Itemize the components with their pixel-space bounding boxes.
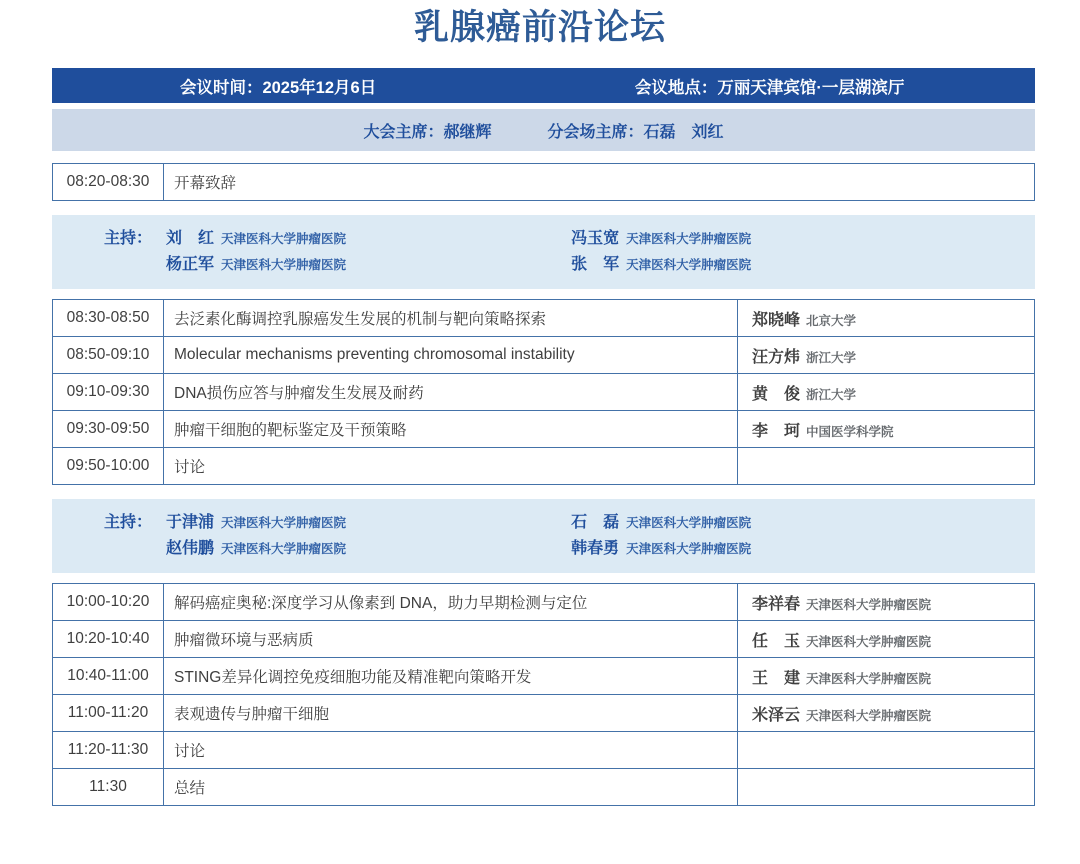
row-topic: 讨论 — [164, 448, 738, 485]
row-speaker — [738, 621, 1035, 658]
host-name: 于津浦 — [166, 514, 215, 531]
host-affiliation: 天津医科大学肿瘤医院 — [626, 258, 752, 272]
row-topic: 肿瘤干细胞的靶标鉴定及干预策略 — [164, 411, 738, 448]
speaker-affiliation: 天津医科大学肿瘤医院 — [806, 597, 932, 612]
table-row — [53, 621, 1035, 658]
row-topic: 总结 — [164, 769, 738, 806]
host-name: 赵伟鹏 — [166, 540, 215, 557]
host-name: 冯玉宽 — [571, 230, 620, 247]
host-label: 主持： — [104, 514, 153, 531]
speaker-affiliation: 浙江大学 — [806, 350, 857, 365]
host-affiliation: 天津医科大学肿瘤医院 — [626, 516, 752, 530]
row-time: 10:40-11:00 — [53, 658, 164, 695]
speaker-affiliation: 天津医科大学肿瘤医院 — [806, 708, 932, 723]
row-time: 09:50-10:00 — [53, 448, 164, 485]
row-topic: 开幕致辞 — [164, 164, 1035, 201]
row-speaker — [738, 584, 1035, 621]
session-chair: 分会场主席：石磊 刘红 — [547, 123, 724, 141]
row-time: 08:30-08:50 — [53, 300, 164, 337]
row-topic: DNA损伤应答与肿瘤发生发展及耐药 — [164, 374, 738, 411]
meeting-place: 会议地点：万丽天津宾馆·一层湖滨厅 — [634, 78, 905, 97]
row-time: 09:30-09:50 — [53, 411, 164, 448]
row-time: 11:30 — [53, 769, 164, 806]
host-label: 主持： — [104, 230, 153, 247]
row-speaker — [738, 448, 1035, 485]
host-affiliation: 天津医科大学肿瘤医院 — [221, 542, 347, 556]
row-topic: 表观遗传与肿瘤干细胞 — [164, 695, 738, 732]
table-row — [53, 584, 1035, 621]
row-topic: Molecular mechanisms preventing chromosomal instability — [164, 337, 738, 374]
row-time: 10:00-10:20 — [53, 584, 164, 621]
meeting-info-band — [52, 68, 1035, 103]
speaker-name: 任 玉 — [752, 632, 801, 650]
row-speaker — [738, 732, 1035, 769]
row-topic: STING差异化调控免疫细胞功能及精准靶向策略开发 — [164, 658, 738, 695]
row-time: 11:00-11:20 — [53, 695, 164, 732]
host-entry — [571, 225, 1035, 251]
row-speaker — [738, 300, 1035, 337]
host-column-right — [563, 225, 1035, 277]
row-topic: 讨论 — [164, 732, 738, 769]
host-affiliation: 天津医科大学肿瘤医院 — [221, 516, 347, 530]
host-name: 韩春勇 — [571, 540, 620, 557]
row-speaker — [738, 411, 1035, 448]
row-time: 08:20-08:30 — [53, 164, 164, 201]
row-time: 10:20-10:40 — [53, 621, 164, 658]
host-entry — [571, 251, 1035, 277]
host-column-left — [52, 509, 563, 561]
speaker-name: 李祥春 — [752, 595, 801, 613]
row-speaker — [738, 695, 1035, 732]
host-name: 石 磊 — [571, 514, 620, 531]
host-affiliation: 天津医科大学肿瘤医院 — [626, 232, 752, 246]
row-speaker — [738, 374, 1035, 411]
host-column-left — [52, 225, 563, 277]
host-entry — [104, 225, 563, 251]
speaker-name: 郑晓峰 — [752, 311, 801, 329]
general-chair: 大会主席：郝继辉 — [363, 123, 492, 141]
table-row — [53, 164, 1035, 201]
host-entry — [571, 535, 1035, 561]
speaker-name: 汪方炜 — [752, 348, 801, 366]
row-topic: 肿瘤微环境与恶病质 — [164, 621, 738, 658]
speaker-name: 王 建 — [752, 669, 801, 687]
speaker-affiliation: 中国医学科学院 — [806, 424, 894, 439]
host-band-2 — [52, 499, 1035, 573]
page-title: 乳腺癌前沿论坛 — [413, 8, 666, 47]
table-row — [53, 695, 1035, 732]
host-affiliation: 天津医科大学肿瘤医院 — [221, 258, 347, 272]
row-time: 09:10-09:30 — [53, 374, 164, 411]
speaker-affiliation: 天津医科大学肿瘤医院 — [806, 634, 932, 649]
host-name: 刘 红 — [166, 230, 215, 247]
host-entry — [104, 535, 563, 561]
row-speaker — [738, 769, 1035, 806]
speaker-name: 米泽云 — [752, 706, 801, 724]
speaker-affiliation: 北京大学 — [806, 313, 857, 328]
row-speaker — [738, 337, 1035, 374]
table-row — [53, 658, 1035, 695]
table-row — [53, 732, 1035, 769]
host-entry — [571, 509, 1035, 535]
speaker-affiliation: 浙江大学 — [806, 387, 857, 402]
meeting-time: 会议时间：2025年12月6日 — [179, 78, 377, 97]
row-topic: 去泛素化酶调控乳腺癌发生发展的机制与靶向策略探索 — [164, 300, 738, 337]
session-2-table — [52, 583, 1035, 806]
table-row — [53, 300, 1035, 337]
host-name: 杨正军 — [166, 256, 215, 273]
session-1-table — [52, 299, 1035, 485]
host-entry — [104, 251, 563, 277]
table-row — [53, 769, 1035, 806]
host-band-1 — [52, 215, 1035, 289]
table-row — [53, 448, 1035, 485]
host-column-right — [563, 509, 1035, 561]
table-row — [53, 337, 1035, 374]
speaker-affiliation: 天津医科大学肿瘤医院 — [806, 671, 932, 686]
row-speaker — [738, 658, 1035, 695]
opening-table — [52, 163, 1035, 201]
row-time: 08:50-09:10 — [53, 337, 164, 374]
host-affiliation: 天津医科大学肿瘤医院 — [626, 542, 752, 556]
host-entry — [104, 509, 563, 535]
row-topic: 解码癌症奥秘:深度学习从像素到 DNA，助力早期检测与定位 — [164, 584, 738, 621]
chairs-band — [52, 109, 1035, 151]
table-row — [53, 411, 1035, 448]
row-time: 11:20-11:30 — [53, 732, 164, 769]
table-row — [53, 374, 1035, 411]
host-name: 张 军 — [571, 256, 620, 273]
speaker-name: 黄 俊 — [752, 385, 801, 403]
speaker-name: 李 珂 — [752, 422, 801, 440]
host-affiliation: 天津医科大学肿瘤医院 — [221, 232, 347, 246]
